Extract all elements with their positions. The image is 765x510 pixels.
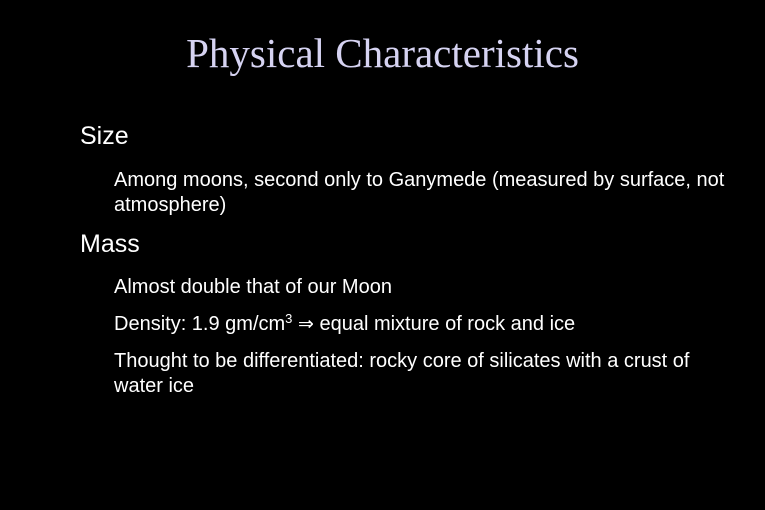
slide-title: Physical Characteristics bbox=[186, 30, 579, 76]
density-exponent: 3 bbox=[285, 311, 293, 326]
density-conclusion-text: equal mixture of rock and ice bbox=[319, 313, 576, 335]
section-heading-size: Size bbox=[80, 122, 129, 150]
implies-arrow-icon: ⇒ bbox=[297, 313, 314, 335]
bullet-size-ganymede: Among moons, second only to Ganymede (measured by surface, not atmosphere) bbox=[114, 169, 725, 216]
bullet-differentiated: Thought to be differentiated: rocky core of silicates with a crust of water ice bbox=[114, 350, 690, 397]
density-value-text: Density: 1.9 gm/cm bbox=[114, 313, 286, 335]
section-heading-mass: Mass bbox=[80, 230, 140, 258]
bullet-mass-double-moon: Almost double that of our Moon bbox=[114, 276, 392, 298]
bullet-density bbox=[114, 312, 734, 337]
